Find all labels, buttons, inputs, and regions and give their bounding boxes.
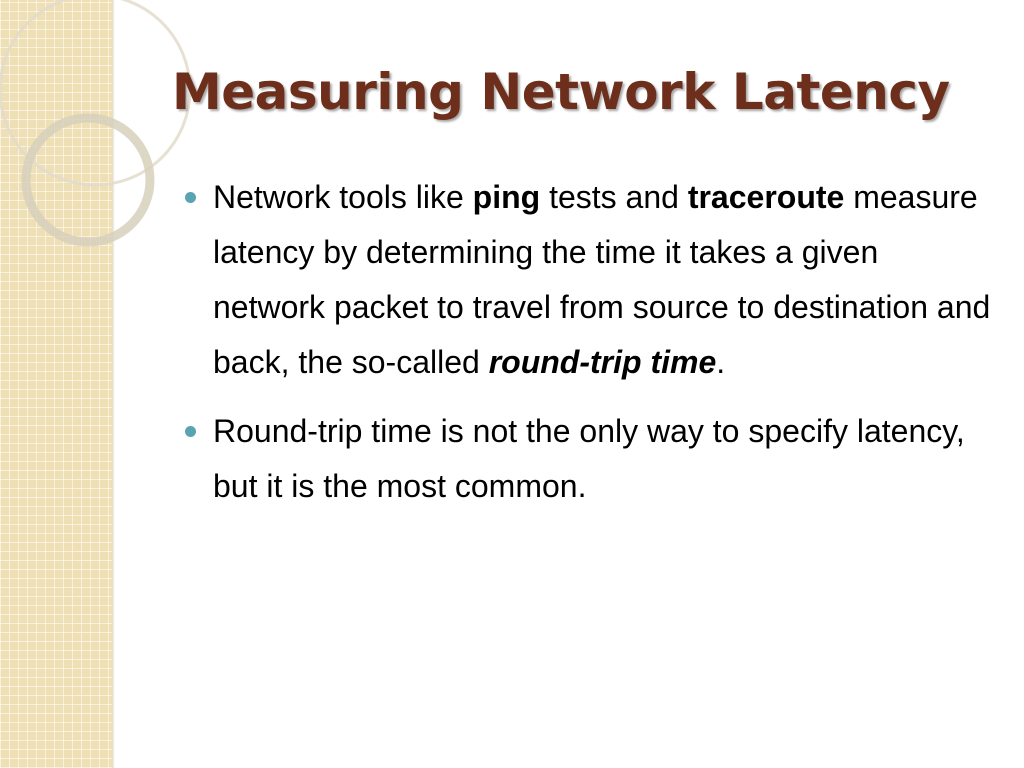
bold-term-ping: ping: [472, 179, 541, 215]
decorative-rings: [0, 0, 200, 260]
bold-italic-term-round-trip-time: round-trip time: [488, 344, 717, 380]
bullet-item-round-trip: [183, 404, 998, 514]
bullet-dot-icon: [185, 426, 196, 437]
bullet-item-ping-traceroute: [183, 170, 998, 390]
bullet-list: [183, 170, 998, 528]
bullet-dot-icon: [185, 192, 196, 203]
bold-term-traceroute: traceroute: [687, 179, 845, 215]
bullet-text: Round-trip time is not the only way to specify latency, but it is the most common.: [213, 413, 965, 504]
bullet-text: tests and: [540, 179, 688, 215]
small-ring: [26, 118, 150, 242]
bullet-text: measure latency by determining the time it takes a given network packet to travel from source to destination and back, the so-called: [213, 179, 991, 380]
slide-title: Measuring Network Latency: [172, 63, 950, 121]
bullet-text: Network tools like: [213, 179, 473, 215]
bullet-text: .: [716, 344, 726, 380]
